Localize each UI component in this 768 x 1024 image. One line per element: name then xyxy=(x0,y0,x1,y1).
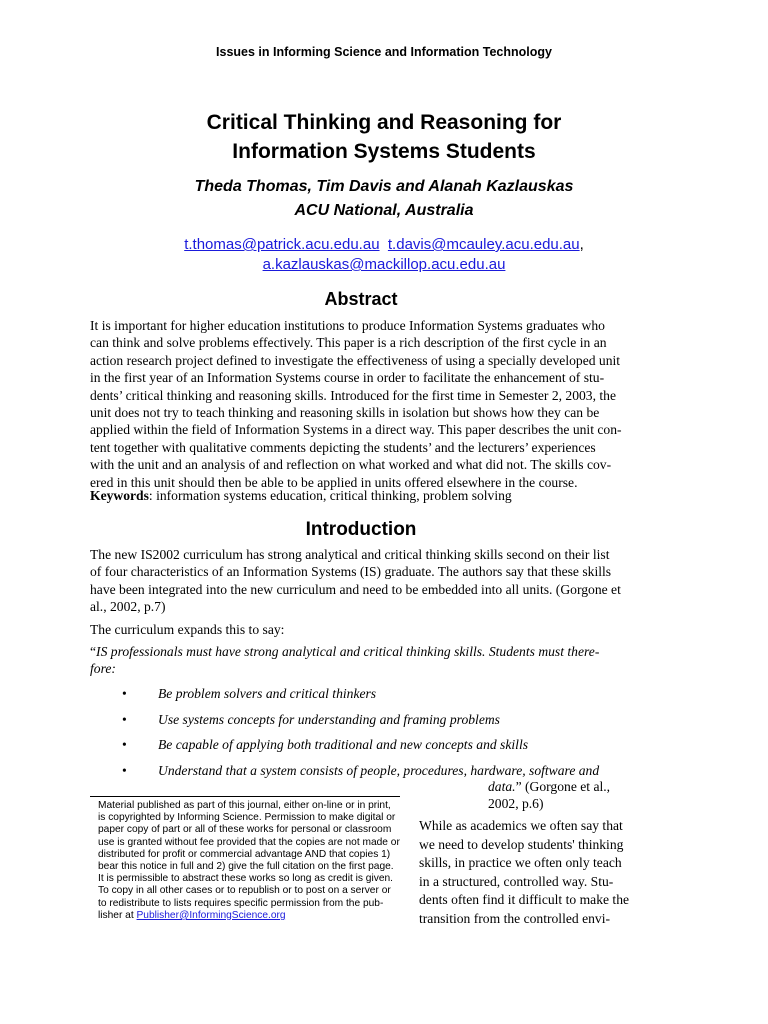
footnote-rule xyxy=(90,796,400,797)
author-names: Theda Thomas, Tim Davis and Alanah Kazlauskas xyxy=(194,178,574,195)
intro-right-column xyxy=(419,817,639,929)
author-block xyxy=(0,175,768,223)
abstract-line: It is important for higher education institutions to produce Information Systems graduates who xyxy=(90,318,605,333)
right-col-line: transition from the controlled envi- xyxy=(419,910,611,926)
intro-line: have been integrated into the new curriculum and need to be embedded into all units. (Gorgone et xyxy=(90,581,621,597)
footnote-line: use is granted without fee provided that the copies are not made or xyxy=(98,836,400,848)
abstract-line: action research project defined to investigate the effectiveness of using a specially developed unit xyxy=(90,352,621,368)
quote-line-2: fore: xyxy=(90,661,116,677)
email-link-davis[interactable]: t.davis@mcauley.acu.edu.au xyxy=(387,236,580,253)
bullet-text: Be problem solvers and critical thinkers xyxy=(158,686,377,701)
footnote-line: to redistribute to lists requires specific permission from the pub- xyxy=(98,897,384,909)
title-line-2: Information Systems Students xyxy=(232,140,536,163)
publisher-email-link[interactable]: Publisher@InformingScience.org xyxy=(136,909,286,921)
footnote-line: bear this notice in full and 2) give the full citation on the first page. xyxy=(98,861,394,873)
email-separator: , xyxy=(579,236,584,253)
title-line-1: Critical Thinking and Reasoning for xyxy=(206,111,562,134)
abstract-line: with the unit and an analysis of and reflection on what worked and what did not. The skills cov- xyxy=(90,457,612,473)
bullet-cont-italic: data. xyxy=(488,779,516,794)
intro-line: The new IS2002 curriculum has strong analytical and critical thinking skills second on their list xyxy=(90,547,610,562)
right-col-line: we need to develop students' thinking xyxy=(419,836,624,852)
keywords-text: : information systems education, critical thinking, problem solving xyxy=(148,488,512,503)
quote-open-mark: “ xyxy=(90,644,97,659)
bullet-text: Understand that a system consists of people, procedures, hardware, software and xyxy=(158,763,600,778)
footnote-line: To copy in all other cases or to republish or to post on a server or xyxy=(98,885,391,897)
bullet-text: Be capable of applying both traditional and new concepts and skills xyxy=(158,737,529,752)
intro-paragraph-2: The curriculum expands this to say: xyxy=(90,622,285,637)
footnote-line: distributed for profit or commercial advantage AND that copies 1) xyxy=(98,848,391,860)
abstract-line: tent together with qualitative comments depicting the students’ and the lecturers’ experiences xyxy=(90,439,596,455)
curriculum-quote xyxy=(90,643,632,678)
bullet-cont-cite-2: 2002, p.6) xyxy=(488,796,544,811)
bullet-text: Use systems concepts for understanding and framing problems xyxy=(158,712,500,727)
abstract-line: in the first year of an Information Systems course in order to facilitate the enhancement of stu- xyxy=(90,370,605,386)
author-emails xyxy=(0,235,768,275)
footnote-last-prefix: lisher at xyxy=(98,909,137,921)
bullet-glyph: • xyxy=(122,737,127,752)
email-link-thomas[interactable]: t.thomas@patrick.acu.edu.au xyxy=(184,236,380,253)
introduction-heading: Introduction xyxy=(305,519,417,540)
running-head: Issues in Informing Science and Information Technology xyxy=(216,45,552,59)
footnote-line: Material published as part of this journal, either on-line or in print, xyxy=(98,800,391,811)
abstract-heading: Abstract xyxy=(324,289,398,309)
footnote-line: paper copy of part or all of these works for personal or classroom xyxy=(98,824,392,836)
abstract-line: can think and solve problems effectively. This paper is a rich description of the first cycle in an xyxy=(90,335,607,351)
intro-paragraph-1 xyxy=(90,546,632,616)
bullet-glyph: • xyxy=(122,763,127,778)
quote-line-1: IS professionals must have strong analytical and critical thinking skills. Students must there- xyxy=(96,644,600,659)
bullet-glyph: • xyxy=(122,712,127,727)
right-col-line: dents often find it difficult to make the xyxy=(419,892,630,908)
right-col-line: While as academics we often say that xyxy=(419,818,623,833)
right-col-line: skills, in practice we often only teach xyxy=(419,855,622,871)
intro-line: al., 2002, p.7) xyxy=(90,599,166,615)
bullet-glyph: • xyxy=(122,686,127,701)
email-link-kazlauskas[interactable]: a.kazlauskas@mackillop.acu.edu.au xyxy=(262,256,506,273)
intro-line: of four characteristics of an Information Systems (IS) graduate. The authors say that these skills xyxy=(90,564,612,580)
author-affiliation: ACU National, Australia xyxy=(294,202,474,219)
footnote-line: It is permissible to abstract these works so long as credit is given. xyxy=(98,873,393,885)
paper-title xyxy=(0,108,768,166)
abstract-line: ered in this unit should then be able to be applied in units offered elsewhere in the course. xyxy=(90,474,578,490)
right-col-line: in a structured, controlled way. Stu- xyxy=(419,873,614,889)
bullet-cont-cite: ” (Gorgone et al., xyxy=(515,779,611,794)
abstract-line: dents’ critical thinking and reasoning skills. Introduced for the first time in Semester 2, 2003, the xyxy=(90,387,617,403)
keywords xyxy=(90,487,632,504)
abstract-body xyxy=(90,317,632,491)
keywords-label: Keywords xyxy=(90,488,149,503)
bullet-citation xyxy=(488,778,610,812)
copyright-footnote xyxy=(98,800,403,922)
abstract-line: applied within the field of Information Systems in a direct way. This paper describes the unit con- xyxy=(90,422,622,438)
footnote-line: is copyrighted by Informing Science. Permission to make digital or xyxy=(98,812,396,824)
abstract-line: unit does not try to teach thinking and reasoning skills in isolation but shows how they can be xyxy=(90,405,600,421)
